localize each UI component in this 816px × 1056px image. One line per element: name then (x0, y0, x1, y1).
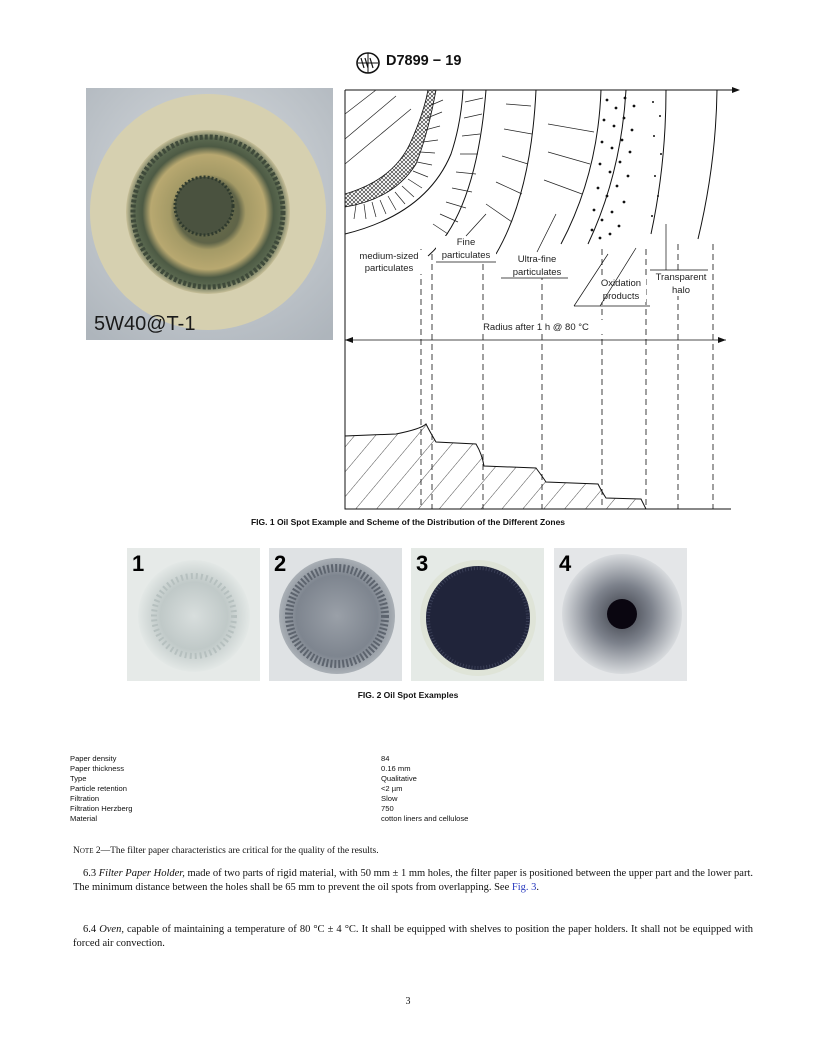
spec-row: Filtration Herzberg 750 (70, 804, 394, 813)
oil-spot-example-2 (269, 548, 402, 681)
zone-label-fine: Fine (456, 237, 476, 248)
section-6-4: 6.4 Oven, capable of maintaining a temperature of 80 °C ± 4 °C. It shall be equipped with shelves to position the paper holders. It shall not be equipped with forced air convection. (73, 924, 754, 949)
note-label: Note 2 (73, 846, 101, 856)
radius-label: Radius after 1 h @ 80 °C (483, 322, 589, 333)
oil-spot-example-4 (554, 548, 687, 681)
filter-paper-spec-table (70, 754, 630, 824)
zone-label-halo: Transparent (655, 272, 707, 283)
oil-spot-example-3 (411, 548, 544, 681)
standard-designation: D7899 − 19 (386, 53, 462, 69)
term: Oven, (99, 924, 124, 935)
zone-label-oxidation: Oxidation (600, 278, 642, 289)
astm-logo-icon (355, 52, 381, 74)
spec-row: Type Qualitative (70, 774, 417, 783)
zone-label-ultrafine-2: particulates (512, 267, 562, 278)
term: Filter Paper Holder, (98, 868, 185, 879)
spec-row: Particle retention <2 µm (70, 784, 403, 793)
zone-label-medium-2: particulates (364, 263, 414, 274)
fig-3-link[interactable]: Fig. 3 (511, 882, 537, 893)
page-header (0, 52, 816, 74)
figure-2-caption: FIG. 2 Oil Spot Examples (357, 690, 459, 700)
spec-row: Filtration Slow (70, 794, 398, 803)
oil-spot-example-1 (127, 548, 260, 681)
section-6-3: 6.3 Filter Paper Holder, made of two parts of rigid material, with 50 mm ± 1 mm holes, the filter paper is positioned between the upper part and the lower part. The minimum distance between the holes shall be 65 mm to prevent the oil spots from overlapping. See Fig. 3. (73, 868, 754, 893)
zone-label-ultrafine: Ultra-fine (517, 254, 557, 265)
oil-spot-examples (127, 548, 687, 681)
photo-label: 5W40@T-1 (94, 313, 196, 335)
zone-label-halo-2: halo (672, 285, 690, 296)
note-2 (73, 846, 379, 856)
zone-label-medium: medium-sized (359, 251, 419, 262)
example-number: 1 (132, 551, 145, 576)
example-number: 2 (274, 551, 287, 576)
spec-row: Material cotton liners and cellulose (70, 814, 469, 823)
zone-label-fine-2: particulates (441, 250, 491, 261)
figure-1-caption: FIG. 1 Oil Spot Example and Scheme of the Distribution of the Different Zones (250, 517, 566, 527)
spec-row: Paper thickness 0.16 mm (70, 764, 411, 773)
example-number: 3 (416, 551, 429, 576)
example-number: 4 (559, 551, 572, 576)
page-number: 3 (405, 996, 411, 1007)
note-text: —The filter paper characteristics are critical for the quality of the results. (100, 846, 379, 856)
oil-spot-photo (86, 88, 333, 340)
oil-spot-zone-schematic (336, 84, 740, 514)
spec-row: Paper density 84 (70, 754, 390, 763)
zone-label-oxidation-2: products (602, 291, 640, 302)
